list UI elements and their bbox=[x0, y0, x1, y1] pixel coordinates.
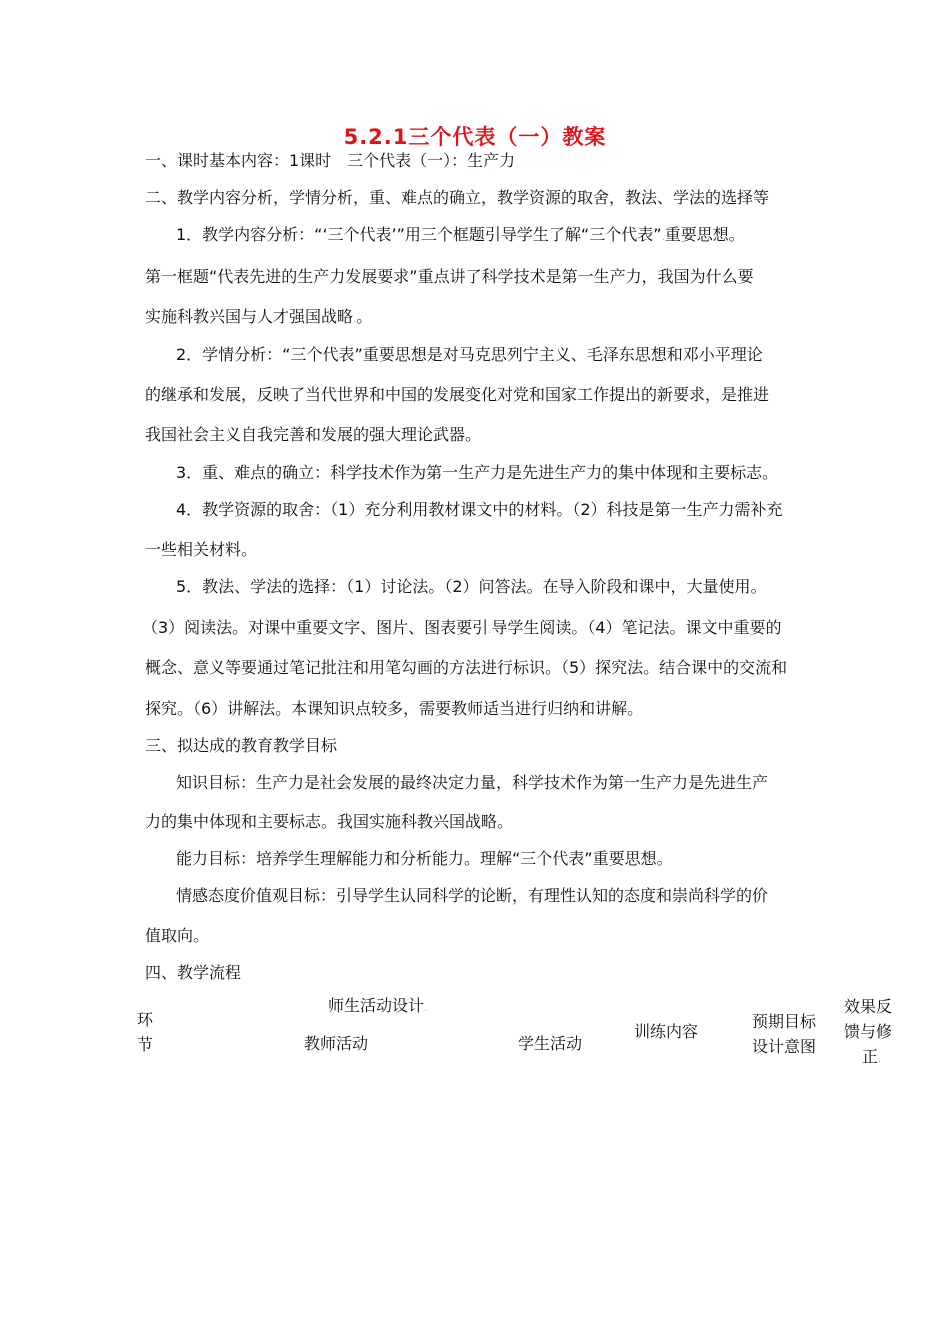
para-1-line-3: 实施科教兴国与人才强国战略.。 bbox=[145, 307, 373, 326]
goal-ability: 能力目标：培养学生理解能力和分析能力。理解“三个代表”重要思想。 bbox=[176, 849, 673, 868]
col-feedback-1: 效果反 bbox=[844, 997, 893, 1016]
para-5-line-2: （3）阅读法。对课中重要文字、图片、图表要引.导学生阅读。（4）笔记法。课文中重要的 bbox=[142, 618, 782, 637]
goal-knowledge-line-1: 知识目标：生产力是社会发展的最终决定力量，科学技术作为第一生产力是先进生产 bbox=[176, 773, 769, 792]
col-stage-2: 节 bbox=[137, 1035, 154, 1054]
para-1-line-2: 第一框题“代表先进的生产力发展要求”重点讲了科学技术是第一生产力，我国为什么要 bbox=[145, 267, 754, 286]
para-1-line-1: 1．教学内容分析：“‘三个代表’”用三个框题引导学生了解“三个代表”.重要思想。 bbox=[176, 225, 745, 244]
para-2-line-1: 2．学情分析：“三个代表”重要思想是对马克思列宁主义、毛泽东思想和邓小平理论 bbox=[176, 345, 763, 364]
goal-emotion-line-1: 情感态度价值观目标：引导学生认同科学的论断，有理性认知的态度和崇尚科学的价 bbox=[176, 886, 769, 905]
goal-emotion-line-2: 值取向。 bbox=[145, 926, 210, 945]
para-2-line-2: 的继承和发展，反映了当代世界和中国的发展变化对党和国家工作提出的新要求，是推进 bbox=[145, 385, 770, 404]
para-5-line-4: 探究。（6）讲解法。本课知识点较多，需要教师适当进行归纳和讲解。 bbox=[145, 699, 644, 718]
para-5-line-1: 5．教法、学法的选择：（1）讨论法。（2）问答法。在导入阶段和课中，大量使用。 bbox=[176, 577, 767, 596]
goal-knowledge-line-2: 力的集中体现和主要标志。我国实施科教兴国战略。 bbox=[145, 812, 514, 831]
col-feedback-3: 正. bbox=[862, 1047, 882, 1066]
col-teacher-activity: 教师活动 bbox=[304, 1034, 369, 1053]
col-stage-1: 环 bbox=[137, 1010, 154, 1029]
col-training: 训练内容 bbox=[634, 1022, 699, 1041]
section-1: 一、课时基本内容：1课时 三个代表（一）：生产力 bbox=[145, 151, 516, 170]
col-student-activity: 学生活动 bbox=[518, 1034, 583, 1053]
section-4: 四、教学流程 bbox=[145, 963, 242, 982]
para-5-line-3: 概念、意义等要通过笔记批注和用笔勾画的方法进行标识。（5）探究法。结合课中的交流和 bbox=[145, 658, 788, 677]
para-4-line-1: 4．教学资源的取舍：（1）充分利用教材课文中的材料。（2）科技是第一生产力需补充 bbox=[176, 500, 783, 519]
col-goal-2: 设计意图 bbox=[752, 1037, 817, 1056]
col-goal-1: 预期目标 bbox=[752, 1012, 817, 1031]
section-3: 三、拟达成的教育教学目标 bbox=[145, 736, 338, 755]
para-3: 3．重、难点的确立：科学技术作为第一生产力是先进生产力的集中体现和主要标志。 bbox=[176, 463, 779, 482]
section-2: 二、教学内容分析，学情分析，重、难点的确立，教学资源的取舍，教法、学法的选择等 bbox=[145, 188, 770, 207]
para-4-line-2: 一些相关材料。 bbox=[145, 540, 258, 559]
para-2-line-3: 我国社会主义自我完善和发展的强大理论武器。 bbox=[145, 425, 482, 444]
page-title: 5.2.1三个代表（一）教案 bbox=[343, 125, 607, 149]
col-group-activity: 师生活动设计. bbox=[328, 996, 428, 1015]
col-feedback-2: 馈与修 bbox=[844, 1022, 893, 1041]
